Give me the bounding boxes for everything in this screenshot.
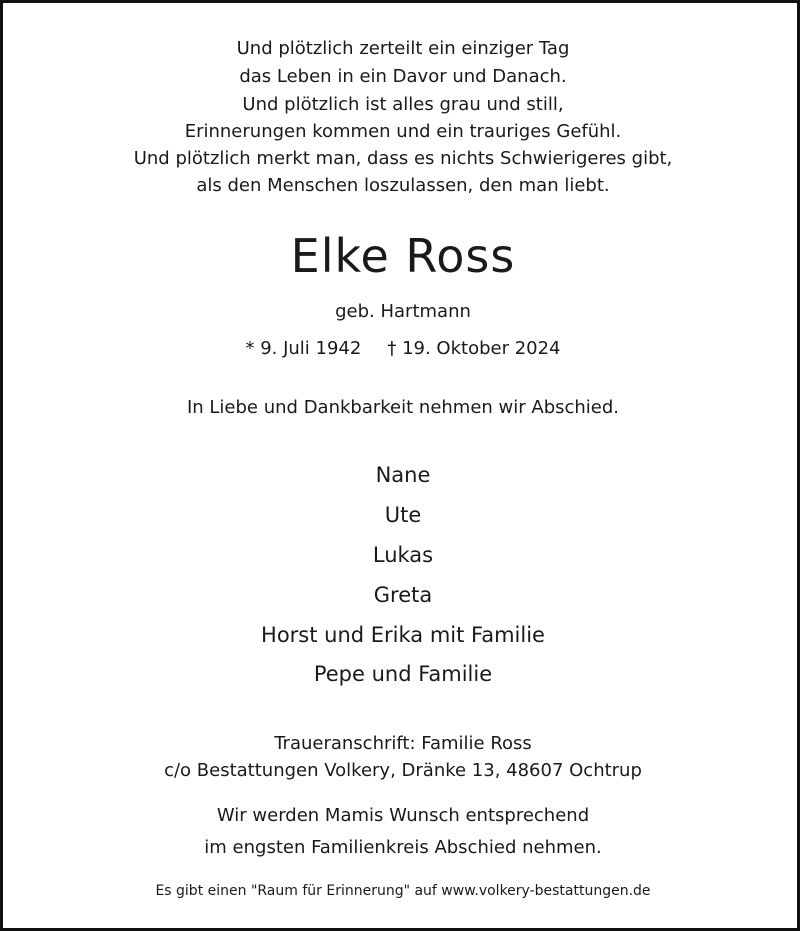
maiden-name: geb. Hartmann <box>335 301 471 322</box>
mourner-name: Horst und Erika mit Familie <box>261 623 545 647</box>
death-date: † 19. Oktober 2024 <box>387 338 561 359</box>
poem-line: Erinnerungen kommen und ein trauriges Gefühl. <box>184 121 622 142</box>
poem-line: das Leben in ein Davor und Danach. <box>239 66 567 87</box>
footer-note: Es gibt einen "Raum für Erinnerung" auf www.volkery-bestattungen.de <box>155 883 651 899</box>
poem-line: als den Menschen loszulassen, den man liebt. <box>196 175 610 196</box>
poem-line: Und plötzlich merkt man, dass es nichts Schwierigeres gibt, <box>133 148 673 169</box>
poem-line: Und plötzlich ist alles grau und still, <box>242 94 564 115</box>
life-dates <box>3 340 800 358</box>
deceased-name: Elke Ross <box>290 229 516 283</box>
wish-line: im engsten Familienkreis Abschied nehmen. <box>204 837 602 858</box>
mourner-name: Ute <box>384 503 422 527</box>
farewell-text: In Liebe und Dankbarkeit nehmen wir Abschied. <box>186 397 620 418</box>
mourner-name: Greta <box>373 583 433 607</box>
address-line: c/o Bestattungen Volkery, Dränke 13, 48607 Ochtrup <box>164 760 642 781</box>
poem-line: Und plötzlich zerteilt ein einziger Tag <box>236 38 570 59</box>
mourner-name: Nane <box>375 463 431 487</box>
wish-line: Wir werden Mamis Wunsch entsprechend <box>216 805 590 826</box>
birth-date: * 9. Juli 1942 <box>245 338 362 359</box>
mourner-name: Lukas <box>372 543 434 567</box>
mourner-name: Pepe und Familie <box>313 662 493 686</box>
address-line: Traueranschrift: Familie Ross <box>274 733 532 754</box>
